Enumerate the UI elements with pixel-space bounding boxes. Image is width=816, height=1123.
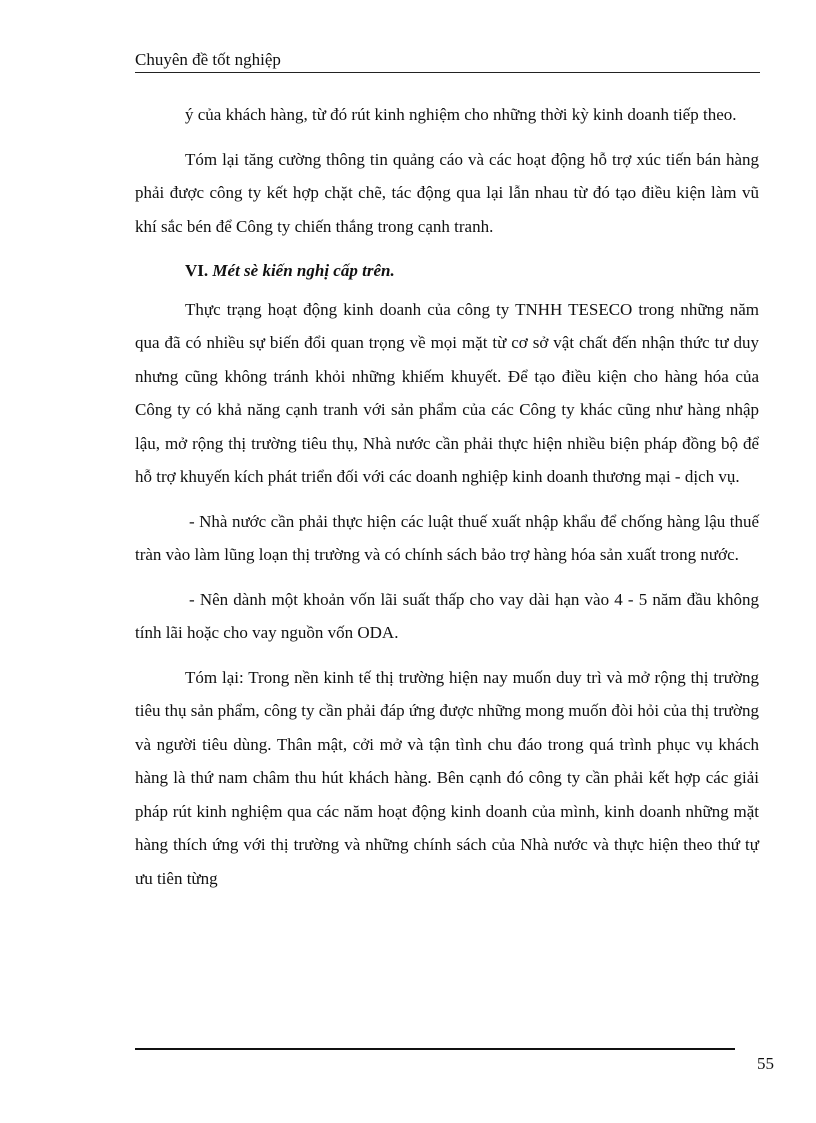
footer-divider <box>135 1048 735 1050</box>
header-divider <box>135 72 760 73</box>
paragraph-advertising-summary: Tóm lại tăng cường thông tin quảng cáo và các hoạt động hỗ trợ xúc tiến bán hàng phải được công ty kết hợp chặt chẽ, tác động qua lại lẫn nhau từ đó tạo điều kiện làm vũ khí sắc bén để Công ty chiến thắng trong cạnh tranh. <box>135 149 759 236</box>
page-body <box>135 98 759 906</box>
page-number: 55 <box>757 1054 774 1073</box>
page-header-title: Chuyên đề tốt nghiệp <box>135 50 281 69</box>
section-heading-number: VI. <box>185 261 209 280</box>
paragraph-current-situation: Thực trạng hoạt động kinh doanh của công ty TNHH TESECO trong những năm qua đã có nhiều sự biến đổi quan trọng về mọi mặt từ cơ sở vật chất đến nhận thức tư duy nhưng cũng không tránh khỏi những khiếm khuyết. Để tạo điều kiện cho hàng hóa của Công ty có khả năng cạnh tranh với sản phẩm của các Công ty khác cũng như hàng nhập lậu, mở rộng thị trường tiêu thụ, Nhà nước cần phải thực hiện nhiều biện pháp đồng bộ để hỗ trợ khuyến kích phát triển đối với các doanh nghiệp kinh doanh thương mại - dịch vụ. <box>135 299 759 486</box>
section-heading-text: Mét sè kiến nghị cấp trên. <box>212 261 395 280</box>
paragraph-continuation: ý của khách hàng, từ đó rút kinh nghiệm cho những thời kỳ kinh doanh tiếp theo. <box>185 105 737 124</box>
paragraph-tax-recommendation: - Nhà nước cần phải thực hiện các luật thuế xuất nhập khẩu để chống hàng lậu thuế tràn vào làm lũng loạn thị trường và có chính sách bảo trợ hàng hóa sản xuất trong nước. <box>135 511 759 564</box>
paragraph-conclusion: Tóm lại: Trong nền kinh tế thị trường hiện nay muốn duy trì và mở rộng thị trường tiêu thụ sản phẩm, công ty cần phải đáp ứng được những mong muốn đòi hỏi của thị trường và người tiêu dùng. Thân mật, cởi mở và tận tình chu đáo trong quá trình phục vụ khách hàng là thứ nam châm thu hút khách hàng. Bên cạnh đó công ty cần phải kết hợp các giải pháp rút kinh nghiệm qua các năm hoạt động kinh doanh của mình, kinh doanh những mặt hàng thích ứng với thị trường và những chính sách của Nhà nước và thực hiện theo thứ tự ưu tiên từng <box>135 667 759 888</box>
paragraph-loan-recommendation: - Nên dành một khoản vốn lãi suất thấp cho vay dài hạn vào 4 - 5 năm đầu không tính lãi hoặc cho vay nguồn vốn ODA. <box>135 589 759 642</box>
section-heading <box>135 254 759 288</box>
